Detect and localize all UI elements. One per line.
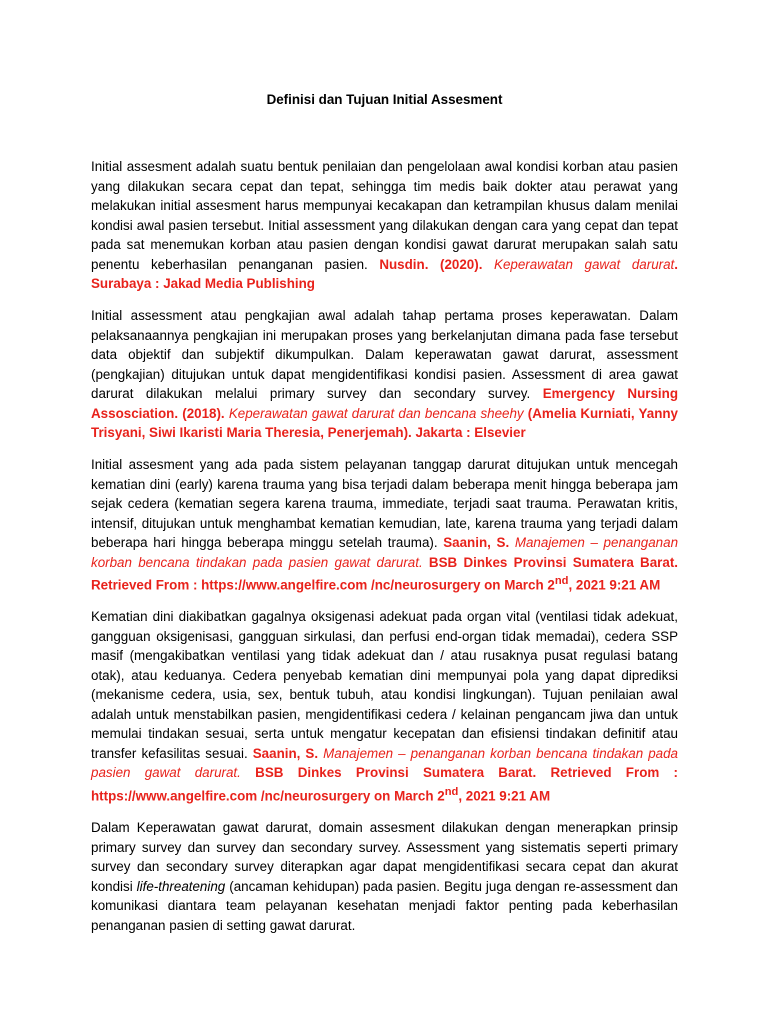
reference-superscript: nd bbox=[554, 575, 569, 587]
reference-author: Saanin, S. bbox=[252, 745, 324, 761]
reference-title: Manajemen – penanganan korban bencana tindakan pada pasien gawat darurat. bbox=[91, 745, 679, 781]
reference-title: Keperawatan gawat darurat dan bencana sheehy bbox=[228, 405, 524, 421]
reference-superscript: nd bbox=[444, 785, 459, 798]
paragraph-3 bbox=[91, 455, 678, 595]
reference-date: , 2021 9:21 AM bbox=[458, 788, 551, 804]
paragraph-1-text: Initial assesment adalah suatu bentuk penilaian dan pengelolaan awal kondisi korban atau pasien yang dilakukan secara cepat dan tepat, sehingga tim medis baik dokter atau perawat yang melakukan initial assesment harus mempunyai kecakapan dan ketrampilan khusus dalam menilai kondisi awal pasien tersebut. Initial assessment yang dilakukan dengan cara yang cepat dan tepat pada sat menemukan korban atau pasien dengan kondisi gawat darurat merupakan salah satu penentu keberhasilan penanganan pasien. bbox=[91, 159, 678, 272]
reference-author: Saanin, S. bbox=[443, 535, 515, 550]
reference-publisher: (Amelia Kurniati, Yanny Trisyani, Siwi Ikaristi Maria Theresia, Penerjemah). Jakarta : Elsevier bbox=[91, 405, 678, 440]
paragraph-4-text: Kematian dini diakibatkan gagalnya oksigenasi adekuat pada organ vital (ventilasi tidak adekuat, gangguan oksigenisasi, gangguan sirkulasi, dan perfusi end-organ tidak memadai), cedera SSP masif (mengakibatkan ventilasi yang tidak adekuat dan / atau rusaknya pusat regulasi batang otak), atau keduanya. Cedera penyebab kematian dini mempunyai pola yang dapat diprediksi (mekanisme cedera, usia, sex, bentuk tubuh, atau kondisi lingkungan). Tujuan penilaian awal adalah untuk menstabilkan pasien, mengidentifikasi cedera / kelainan pengancam jiwa dan untuk memulai tindakan sesuai, serta untuk mengatur kecepatan dan efisiensi tindakan definitif atau transfer kefasilitas sesuai. bbox=[91, 609, 678, 761]
reference-date: , 2021 9:21 AM bbox=[568, 577, 661, 593]
paragraph-4 bbox=[91, 607, 678, 805]
paragraph-3-text: Initial assesment yang ada pada sistem pelayanan tanggap darurat ditujukan untuk mencegah kematian dini (early) karena trauma yang bisa terjadi dalam beberapa menit hingga beberapa jam sejak cedera (kematian segera karena trauma, immediate, terjadi saat trauma. Perawatan kritis, intensif, ditujukan untuk menghambat kematian kemudian, late, karena trauma yang terjadi dalam beberapa hari hingga beberapa minggu setelah trauma). bbox=[91, 457, 678, 550]
paragraph-5-text-b: (ancaman kehidupan) pada pasien. Begitu juga dengan re-assessment dan komunikasi diantara team pelayanan kesehatan menjadi faktor penting pada keberhasilan penanganan pasien di setting gawat darurat. bbox=[91, 878, 678, 933]
reference-title: Manajemen – penanganan korban bencana tindakan pada pasien gawat darurat. bbox=[91, 535, 679, 570]
paragraph-5-text-a: Dalam Keperawatan gawat darurat, domain assesment dilakukan dengan menerapkan prinsip primary survey dan survey dan secondary survey. Assessment yang sistematis seperti primary survey dan secondary survey diterapkan agar dapat mengidentifikasi secara cepat dan akurat kondisi bbox=[91, 820, 678, 894]
paragraph-5 bbox=[91, 818, 678, 935]
reference-publisher: BSB Dinkes Provinsi Sumatera Barat. Retrieved From : https://www.angelfire.com /nc/neurosurgery on March 2 bbox=[91, 765, 679, 804]
paragraph-2 bbox=[91, 306, 678, 443]
reference-publisher: BSB Dinkes Provinsi Sumatera Barat. Retrieved From : https://www.angelfire.com /nc/neurosurgery on March 2 bbox=[91, 554, 678, 593]
paragraph-1 bbox=[91, 157, 678, 294]
paragraph-2-text: Initial assessment atau pengkajian awal adalah tahap pertama proses keperawatan. Dalam pelaksanaannya pengkajian ini merupakan proses yang berkelanjutan dimana pada fase tersebut data objektif dan subjektif dikumpulkan. Dalam keperawatan gawat darurat, assessment (pengkajian) ditujukan untuk dapat mengidentifikasi kondisi pasien. Assessment di area gawat darurat dilakukan melalui primary survey dan secondary survey. bbox=[91, 308, 678, 401]
reference-publisher: . Surabaya : Jakad Media Publishing bbox=[91, 256, 679, 291]
reference-title: Keperawatan gawat darurat bbox=[494, 256, 675, 272]
reference-author: Emergency Nursing Assosciation. (2018). bbox=[91, 386, 678, 421]
document-title: Definisi dan Tujuan Initial Assesment bbox=[266, 92, 503, 107]
reference-author: Nusdin. (2020). bbox=[379, 256, 495, 272]
paragraph-5-italic: life-threatening bbox=[136, 878, 226, 894]
